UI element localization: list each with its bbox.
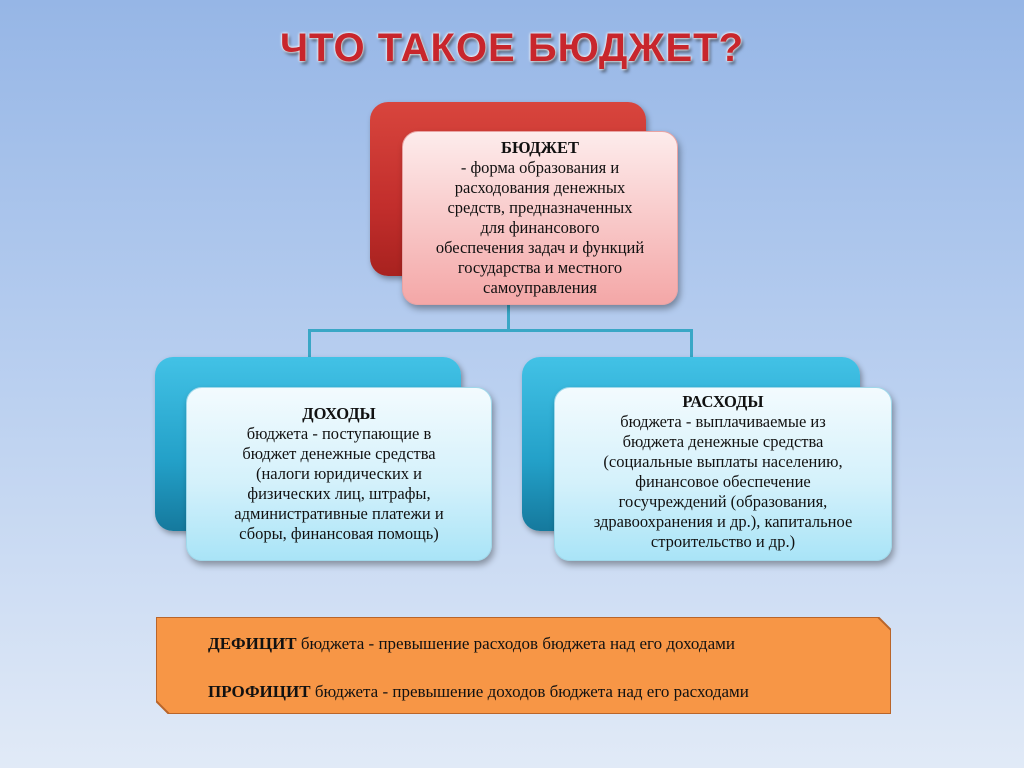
- income-definition-box: [186, 387, 492, 561]
- expenses-line: бюджета - выплачиваемые из: [620, 412, 826, 431]
- budget-line: обеспечения задач и функций: [435, 238, 645, 257]
- connector-right: [690, 329, 693, 358]
- deficit-surplus-box: [156, 617, 891, 714]
- expenses-line: финансовое обеспечение: [635, 472, 811, 491]
- budget-line: расходования денежных: [454, 178, 626, 197]
- connector-stem: [507, 305, 510, 330]
- expenses-line: здравоохранения и др.), капитальное: [593, 512, 853, 531]
- budget-line: самоуправления: [483, 278, 597, 297]
- income-line: (налоги юридических и: [255, 464, 423, 483]
- income-line: сборы, финансовая помощь): [239, 524, 439, 543]
- expenses-heading: РАСХОДЫ: [682, 392, 764, 411]
- deficit-term: ДЕФИЦИТ: [208, 634, 297, 653]
- expenses-line: (социальные выплаты населению,: [603, 452, 843, 471]
- page-title: ЧТО ТАКОЕ БЮДЖЕТ?: [279, 26, 745, 70]
- budget-line: - форма образования и: [460, 158, 620, 177]
- surplus-term: ПРОФИЦИТ: [208, 682, 311, 701]
- income-line: физических лиц, штрафы,: [247, 484, 431, 503]
- income-line: бюджет денежные средства: [242, 444, 436, 463]
- deficit-definition: [208, 634, 735, 654]
- surplus-definition: [208, 682, 749, 702]
- connector-left: [308, 329, 311, 358]
- budget-line: государства и местного: [457, 258, 623, 277]
- expenses-line: бюджета денежные средства: [622, 432, 824, 451]
- expenses-line: госучреждений (образования,: [618, 492, 828, 511]
- deficit-text: бюджета - превышение расходов бюджета над его доходами: [296, 634, 735, 653]
- connector-bar: [308, 329, 693, 332]
- budget-line: средств, предназначенных: [447, 198, 633, 217]
- expenses-line: строительство и др.): [650, 532, 796, 551]
- expenses-definition-box: [554, 387, 892, 561]
- income-heading: ДОХОДЫ: [302, 404, 376, 423]
- budget-heading: БЮДЖЕТ: [501, 138, 579, 157]
- income-line: административные платежи и: [234, 504, 444, 523]
- budget-definition-box: [402, 131, 678, 305]
- surplus-text: бюджета - превышение доходов бюджета над его расходами: [310, 682, 749, 701]
- budget-line: для финансового: [480, 218, 600, 237]
- income-line: бюджета - поступающие в: [246, 424, 432, 443]
